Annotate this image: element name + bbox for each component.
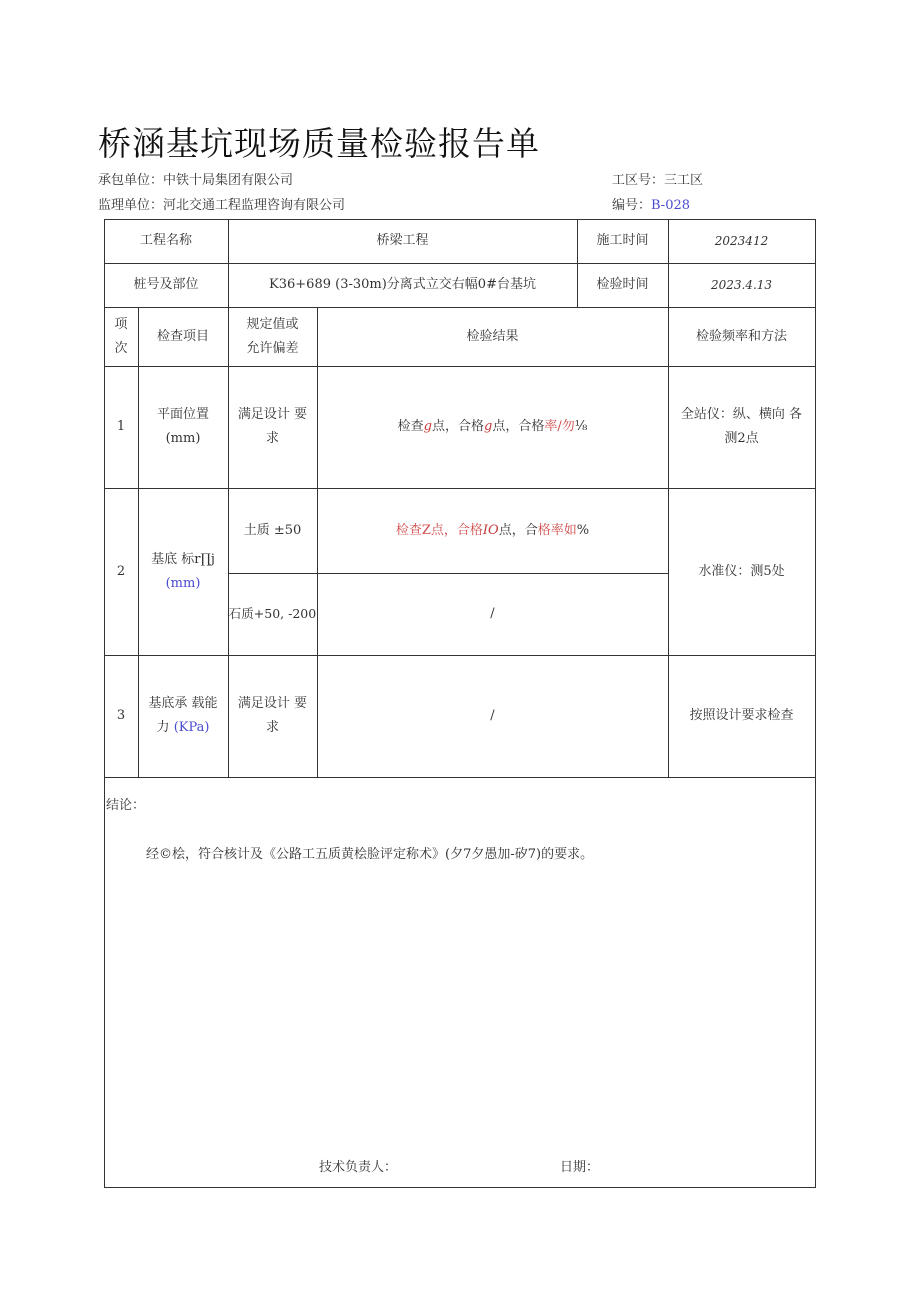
supervisor-line — [98, 194, 345, 213]
contractor-value: 中铁十局集团有限公司 — [163, 173, 294, 188]
project-name-label: 工程名称 — [139, 233, 192, 248]
supervisor-value: 河北交通工程监理咨询有限公司 — [163, 198, 346, 213]
date-label: 日期： — [560, 1160, 600, 1175]
header-tolerance: 规定值或 允许偏差 — [246, 316, 299, 356]
table-border-right — [815, 219, 816, 1188]
conclusion-text: 经©桧，符合核计及《公路工五质黄桧脸评定称术》(夕7夕愚加-矽7)的要求。 — [146, 847, 594, 862]
number-value: B-028 — [651, 198, 691, 213]
row2-sub2-tolerance: 石质+50, -200 — [228, 606, 317, 621]
inspect-time-label: 检验时间 — [596, 277, 649, 292]
row1-result: 检查 g 点，合格 g 点，合格 率/勿 ⅛ — [397, 419, 588, 434]
row3-no: 3 — [116, 708, 126, 723]
inspect-time-value: 2023.4.13 — [710, 278, 773, 292]
construction-time-value: 2023412 — [714, 234, 769, 248]
supervisor-label: 监理单位： — [98, 198, 164, 213]
table-border-bottom — [104, 1187, 816, 1188]
row2-sub2-result: / — [490, 606, 495, 621]
row3-tolerance: 满足设计 要 求 — [237, 696, 308, 735]
number-label: 编号： — [612, 198, 652, 213]
project-name-value: 桥梁工程 — [376, 233, 429, 248]
row2-no: 2 — [116, 563, 126, 579]
area-line — [612, 169, 703, 188]
pile-value: K36+689 (3-30m)分离式立交右幅0#台基坑 — [269, 277, 536, 292]
row2-sub1-tolerance: 土质 ±50 — [243, 522, 302, 538]
tech-lead-label: 技术负责人： — [319, 1160, 398, 1175]
row2-item: 基底 标r∏j (mm) — [151, 551, 215, 591]
header-result: 检验结果 — [466, 328, 519, 344]
row1-method: 全站仪：纵、横向 各 测2点 — [680, 407, 803, 446]
row1-tolerance: 满足设计 要 求 — [237, 407, 308, 446]
contractor-line — [98, 169, 293, 188]
construction-time-label: 施工时间 — [596, 233, 649, 248]
area-label: 工区号： — [612, 173, 665, 188]
area-value: 三工区 — [664, 173, 704, 188]
number-line — [612, 194, 690, 213]
row3-method: 按照设计要求检查 — [689, 708, 794, 723]
header-check-item: 检查项目 — [156, 328, 209, 344]
contractor-label: 承包单位： — [98, 173, 164, 188]
row1-no: 1 — [116, 419, 126, 434]
header-method: 检验频率和方法 — [695, 328, 787, 344]
row3-result: / — [490, 708, 495, 723]
table-rule — [104, 777, 816, 778]
page-title: 桥涵基坑现场质量检验报告单 — [98, 124, 540, 163]
pile-label: 桩号及部位 — [133, 277, 199, 292]
conclusion-label: 结论： — [106, 798, 146, 813]
row2-sub1-result: 检查Z点，合格 IO 点，合 格率如 % — [395, 523, 590, 538]
row2-method: 水准仪：测5处 — [698, 563, 785, 579]
row1-item: 平面位置 (mm) — [156, 407, 209, 446]
header-item-no: 项 次 — [114, 316, 128, 356]
row3-item: 基底承 载能 力 (KPa) — [148, 696, 218, 735]
